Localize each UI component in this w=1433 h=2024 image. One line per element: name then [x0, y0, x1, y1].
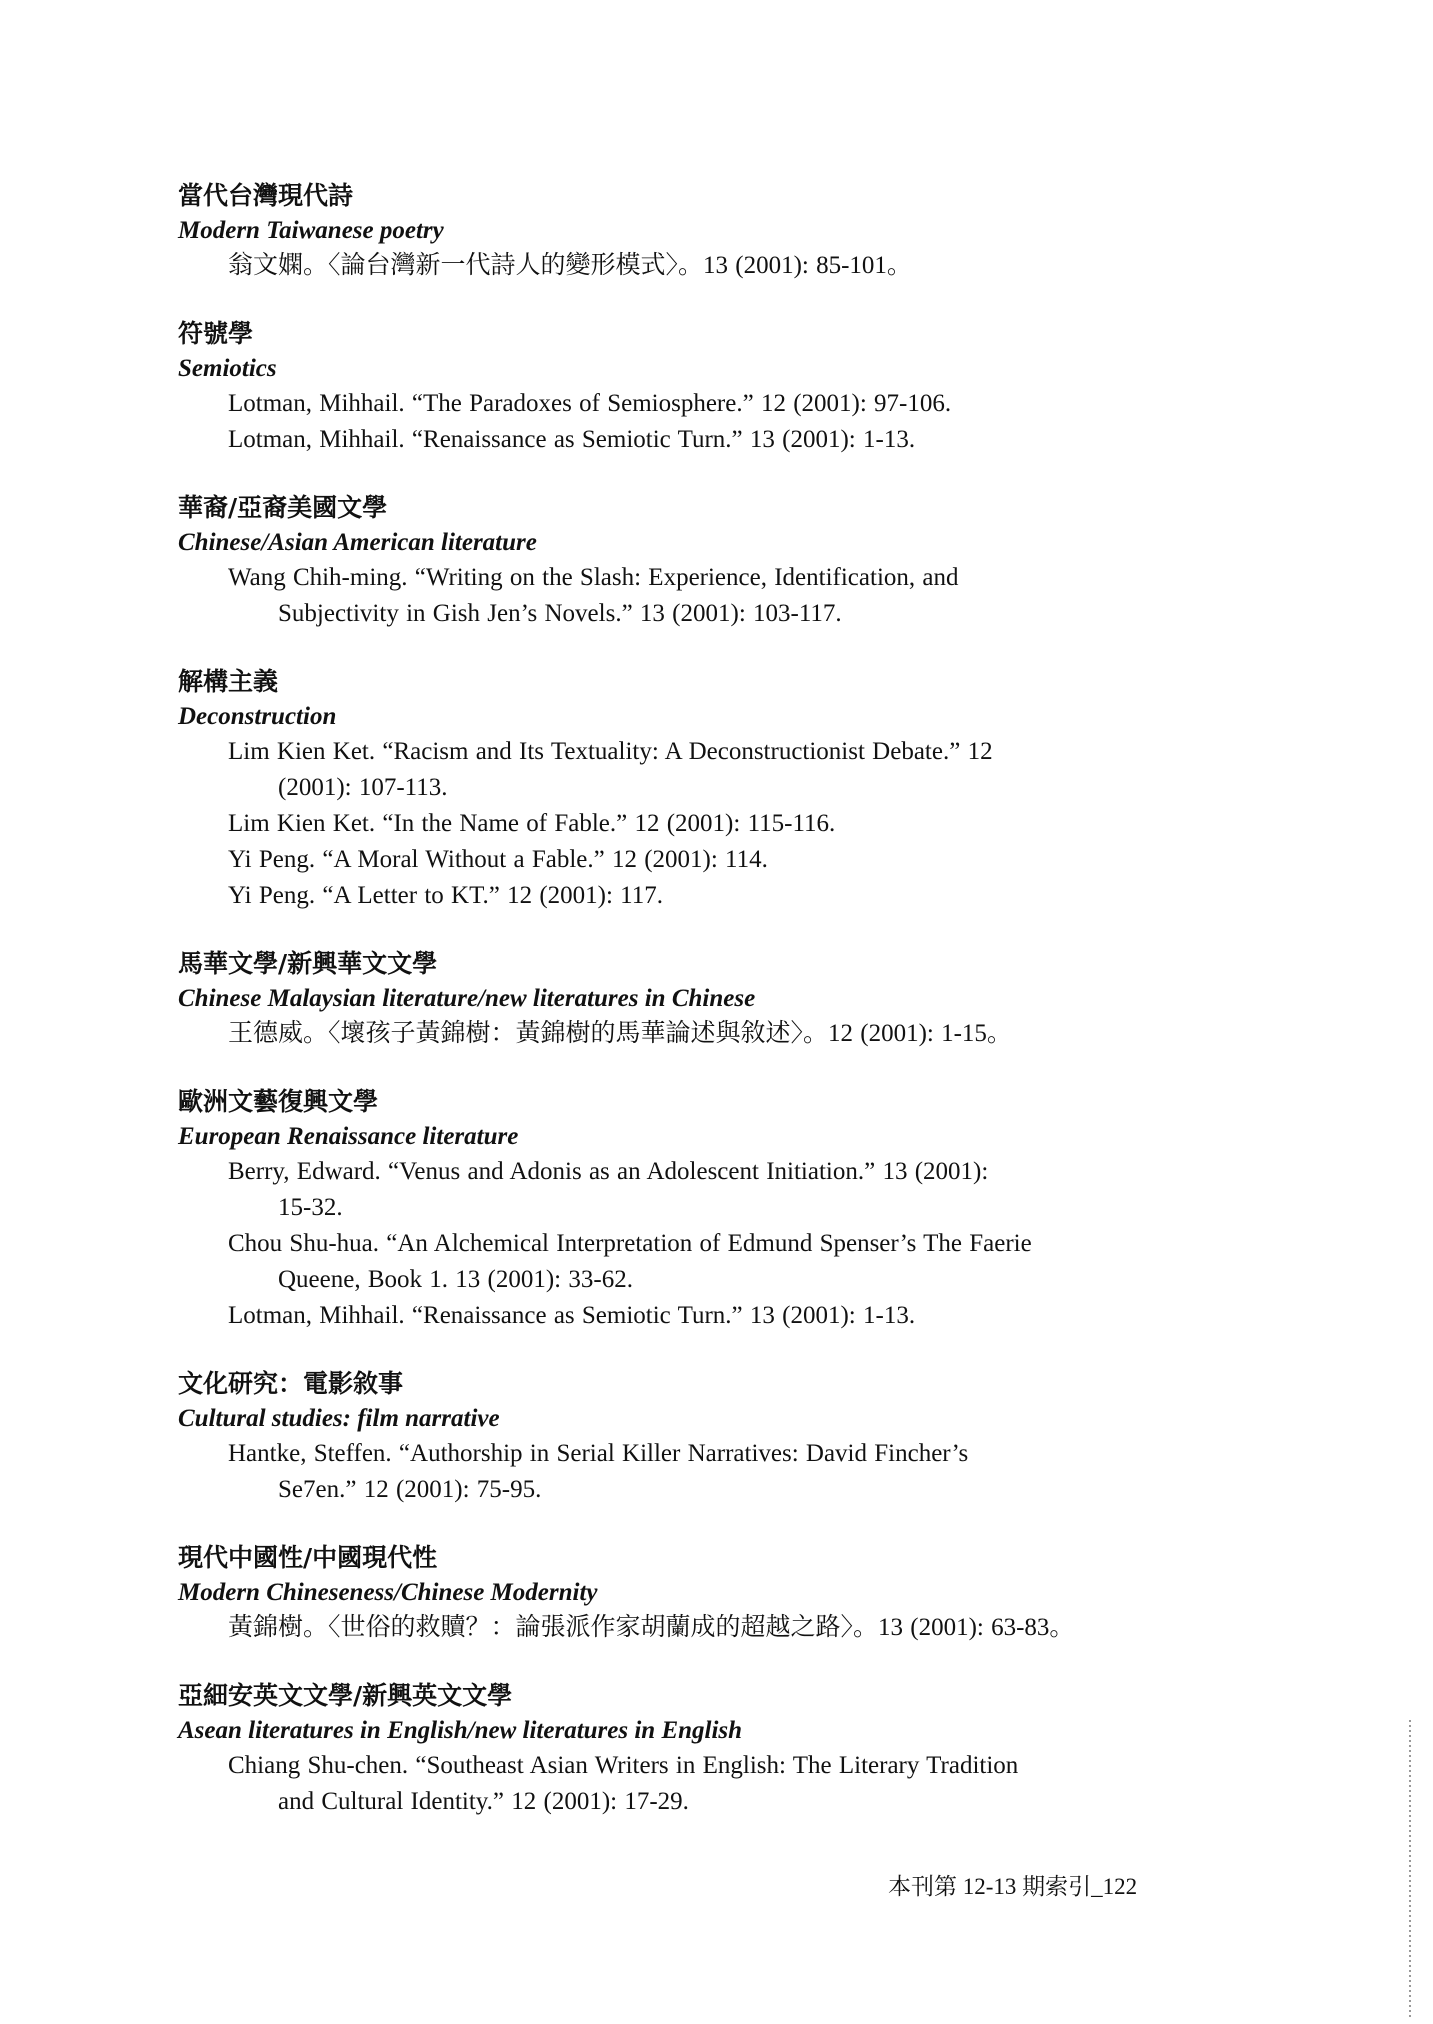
index-section	[178, 1540, 1178, 1646]
entry-line: Hantke, Steffen. “Authorship in Serial Killer Narratives: David Fincher’s	[228, 1440, 969, 1467]
entry-line: 黃錦樹。〈世俗的救贖？：論張派作家胡蘭成的超越之路〉。13 (2001): 63-83。	[228, 1614, 1075, 1641]
entry-line: Lotman, Mihhail. “Renaissance as Semiotic Turn.” 13 (2001): 1-13.	[228, 1302, 916, 1329]
section-title-en: Semiotics	[178, 355, 277, 382]
entry-line: Chou Shu-hua. “An Alchemical Interpretation of Edmund Spenser’s The Faerie	[228, 1230, 1032, 1257]
section-title-zh: 當代台灣現代詩	[178, 181, 354, 210]
entry-line: Lim Kien Ket. “Racism and Its Textuality: A Deconstructionist Debate.” 12	[228, 738, 993, 765]
section-title-zh: 解構主義	[178, 667, 279, 696]
section-title-en: Chinese Malaysian literature/new literatures in Chinese	[178, 985, 756, 1012]
entry-line: 王德威。〈壞孩子黃錦樹：黃錦樹的馬華論述與敘述〉。12 (2001): 1-15。	[228, 1020, 1012, 1047]
index-section	[178, 1366, 1178, 1508]
index-entry	[178, 1154, 1178, 1226]
index-section	[178, 316, 1178, 458]
index-entry	[178, 806, 1178, 842]
entry-continuation: (2001): 107-113.	[278, 774, 448, 801]
entry-line: Yi Peng. “A Moral Without a Fable.” 12 (2001): 114.	[228, 846, 768, 873]
index-section	[178, 490, 1178, 632]
index-entry	[178, 386, 1178, 422]
entry-continuation: Se7en.” 12 (2001): 75-95.	[278, 1476, 542, 1503]
entry-continuation: Queene, Book 1. 13 (2001): 33-62.	[278, 1266, 633, 1293]
section-title-en: European Renaissance literature	[178, 1123, 519, 1150]
index-section	[178, 1678, 1178, 1820]
section-title-zh: 亞細安英文文學/新興英文文學	[178, 1681, 513, 1710]
section-title-zh: 符號學	[178, 319, 254, 348]
index-entry	[178, 560, 1178, 632]
index-entry	[178, 248, 1178, 284]
section-title-en: Cultural studies: film narrative	[178, 1405, 500, 1432]
section-title-zh: 馬華文學/新興華文文學	[178, 949, 438, 978]
entry-line: Wang Chih-ming. “Writing on the Slash: Experience, Identification, and	[228, 564, 959, 591]
index-page	[178, 178, 1178, 1852]
index-entry	[178, 1016, 1178, 1052]
scan-edge-divider	[1409, 1720, 1411, 2020]
entry-continuation: 15-32.	[278, 1194, 343, 1221]
entry-line: Chiang Shu-chen. “Southeast Asian Writers in English: The Literary Tradition	[228, 1752, 1019, 1779]
section-title-en: Chinese/Asian American literature	[178, 529, 537, 556]
index-entry	[178, 1226, 1178, 1298]
section-title-en: Modern Taiwanese poetry	[178, 217, 444, 244]
index-entry	[178, 878, 1178, 914]
index-entry	[178, 422, 1178, 458]
entry-line: Berry, Edward. “Venus and Adonis as an Adolescent Initiation.” 13 (2001):	[228, 1158, 989, 1185]
section-title-zh: 歐洲文藝復興文學	[178, 1087, 379, 1116]
index-section	[178, 1084, 1178, 1334]
entry-continuation: Subjectivity in Gish Jen’s Novels.” 13 (2001): 103-117.	[278, 600, 842, 627]
entry-line: Lotman, Mihhail. “The Paradoxes of Semiosphere.” 12 (2001): 97-106.	[228, 390, 952, 417]
index-entry	[178, 734, 1178, 806]
index-section	[178, 946, 1178, 1052]
section-title-en: Deconstruction	[178, 703, 337, 730]
index-section	[178, 178, 1178, 284]
entry-line: 翁文嫻。〈論台灣新一代詩人的變形模式〉。13 (2001): 85-101。	[228, 252, 912, 279]
index-entry	[178, 842, 1178, 878]
entry-line: Lim Kien Ket. “In the Name of Fable.” 12 (2001): 115-116.	[228, 810, 836, 837]
index-entry	[178, 1436, 1178, 1508]
section-title-en: Modern Chineseness/Chinese Modernity	[178, 1579, 598, 1606]
section-title-zh: 華裔/亞裔美國文學	[178, 493, 388, 522]
page-footer: 本刊第 12-13 期索引_122	[888, 1874, 1138, 1899]
section-title-zh: 現代中國性/中國現代性	[178, 1543, 438, 1572]
section-title-en: Asean literatures in English/new literatures in English	[178, 1717, 743, 1744]
index-entry	[178, 1298, 1178, 1334]
entry-line: Lotman, Mihhail. “Renaissance as Semiotic Turn.” 13 (2001): 1-13.	[228, 426, 916, 453]
index-entry	[178, 1610, 1178, 1646]
section-title-zh: 文化研究：電影敘事	[178, 1369, 404, 1398]
entry-line: Yi Peng. “A Letter to KT.” 12 (2001): 117.	[228, 882, 664, 909]
entry-continuation: and Cultural Identity.” 12 (2001): 17-29.	[278, 1788, 689, 1815]
index-entry	[178, 1748, 1178, 1820]
index-section	[178, 664, 1178, 914]
